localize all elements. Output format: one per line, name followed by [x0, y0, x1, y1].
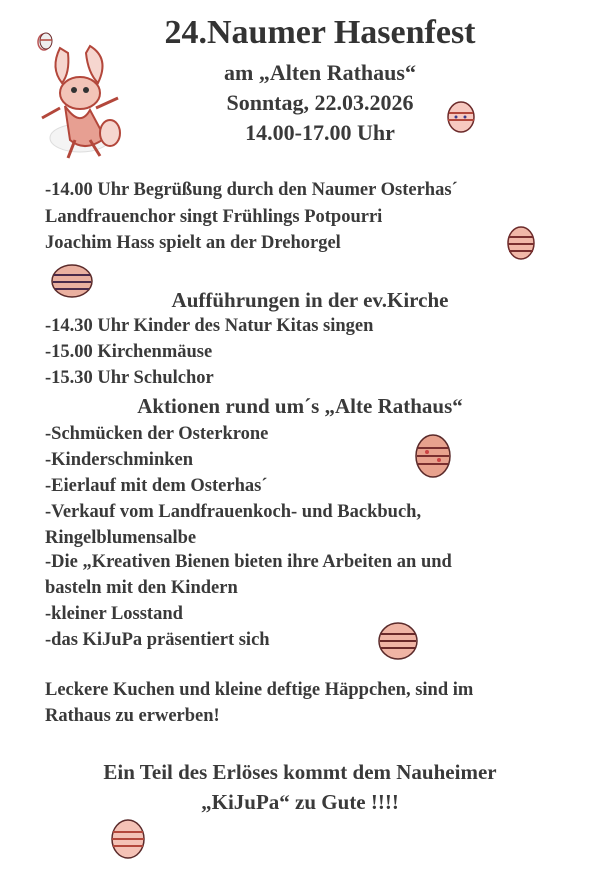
easter-egg-icon: [50, 262, 94, 305]
intro-line: Joachim Hass spielt an der Drehorgel: [45, 233, 341, 253]
food-line: Leckere Kuchen und kleine deftige Häppchen, sind im: [45, 680, 474, 700]
aktionen-item: basteln mit den Kindern: [45, 578, 238, 598]
aktionen-item: -das KiJuPa präsentiert sich: [45, 630, 270, 650]
aktionen-item: -Die „Kreativen Bienen bieten ihre Arbeiten an und: [45, 552, 452, 572]
aktionen-item: -Schmücken der Osterkrone: [45, 424, 269, 444]
kirche-heading: Aufführungen in der ev.Kirche: [171, 288, 449, 312]
event-location: am „Alten Rathaus“: [224, 60, 416, 85]
easter-egg-icon: [505, 225, 537, 266]
aktionen-item: Ringelblumensalbe: [45, 528, 197, 548]
kirche-item: -14.30 Uhr Kinder des Natur Kitas singen: [45, 316, 374, 336]
aktionen-item: -Eierlauf mit dem Osterhas´: [45, 476, 268, 496]
aktionen-item: -Kinderschminken: [45, 450, 194, 470]
event-date: Sonntag, 22.03.2026: [226, 90, 414, 115]
easter-egg-icon: [445, 100, 477, 139]
event-time: 14.00-17.00 Uhr: [245, 120, 395, 145]
aktionen-heading: Aktionen rund um´s „Alte Rathaus“: [137, 394, 463, 418]
closing-line: „KiJuPa“ zu Gute !!!!: [201, 790, 399, 814]
intro-line: Landfrauenchor singt Frühlings Potpourri: [45, 207, 383, 227]
easter-egg-icon: [38, 32, 54, 55]
easter-egg-icon: [413, 432, 453, 485]
event-title: 24.Naumer Hasenfest: [164, 14, 476, 51]
intro-line: -14.00 Uhr Begrüßung durch den Naumer Osterhas´: [45, 180, 458, 200]
kirche-item: -15.30 Uhr Schulchor: [45, 368, 214, 388]
food-line: Rathaus zu erwerben!: [45, 706, 220, 726]
aktionen-item: -Verkauf vom Landfrauenkoch- und Backbuch,: [45, 502, 422, 522]
kirche-item: -15.00 Kirchenmäuse: [45, 342, 213, 362]
easter-egg-icon: [375, 620, 421, 667]
closing-line: Ein Teil des Erlöses kommt dem Nauheimer: [103, 760, 497, 784]
aktionen-item: -kleiner Losstand: [45, 604, 183, 624]
easter-egg-icon: [108, 817, 148, 866]
